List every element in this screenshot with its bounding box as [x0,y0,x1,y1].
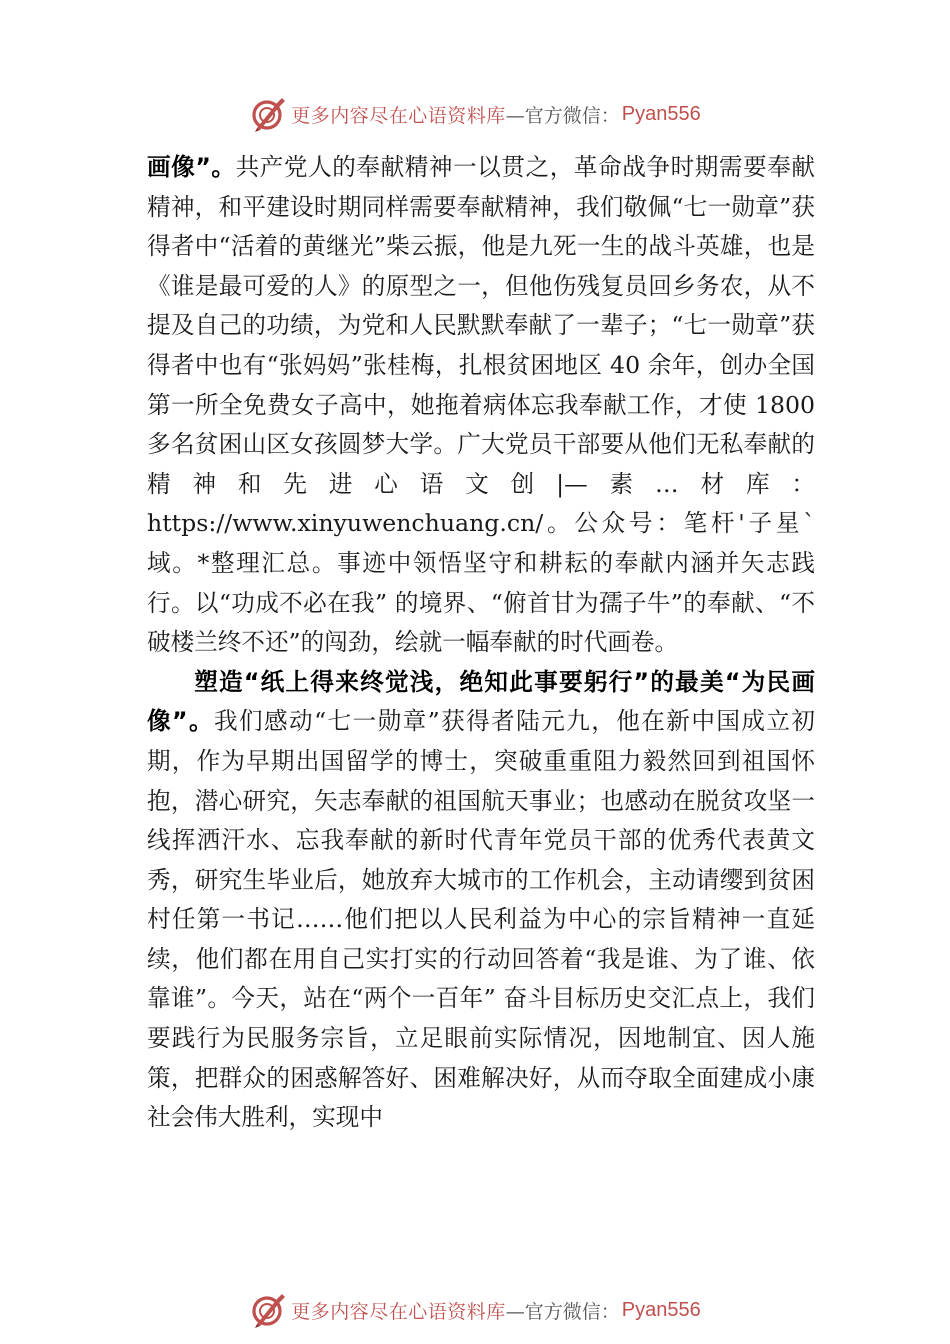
header-wechat-id: Pyan556 [621,102,701,125]
paragraph-1 [147,148,815,663]
footer-official-label: —官方微信： [505,1300,620,1323]
paragraph-2-text: 我们感动“七一勋章”获得者陆元九，他在新中国成立初期，作为早期出国留学的博士，突破重重阻力毅然回到祖国怀抱，潜心研究，矢志奉献的祖国航天事业；也感动在脱贫攻坚一线挥洒汗水、忘我奉献的新时代青年党员干部的优秀代表黄文秀，研究生毕业后，她放弃大城市的工作机会，主动请缨到贫困村任第一书记……他们把以人民利益为中心的宗旨精神一直延续，他们都在用自己实打实的行动回答着“我是谁、为了谁、依靠谁”。今天，站在“两个一百年” 奋斗目标历史交汇点上，我们要践行为民服务宗旨，立足眼前实际情况，因地制宜、因人施策，把群众的困惑解答好、困难解决好，从而夺取全面建成小康社会伟大胜利，实现中 [147,707,815,1132]
document-body [147,148,815,1138]
footer-brand-text: 更多内容尽在心语资料库 [291,1300,506,1323]
footer-wechat-id: Pyan556 [621,1298,701,1321]
paragraph-2-heading: 塑造“纸上得来终觉浅，绝知此事要躬行”的最美“为民画像”。 [147,667,815,736]
pen-logo-icon [249,94,289,134]
header-brand-text: 更多内容尽在心语资料库 [291,104,506,127]
pen-logo-icon [249,1290,289,1330]
paragraph-2 [147,663,815,1138]
paragraph-1-text: 共产党人的奉献精神一以贯之，革命战争时期需要奉献精神，和平建设时期同样需要奉献精神，我们敬佩“七一勋章”获得者中“活着的黄继光”柴云振，他是九死一生的战斗英雄，也是《谁是最可爱的人》的原型之一，但他伤残复员回乡务农，从不提及自己的功绩，为党和人民默默奉献了一辈子；“七一勋章”获得者中也有“张妈妈”张桂梅，扎根贫困地区 40 余年，创办全国第一所全免费女子高中，她拖着病体忘我奉献工作，才使 1800 多名贫困山区女孩圆梦大学。广大党员干部要从他们无私奉献的精神和先进心语文创|—素…材库：https://www.xinyuwenchuang.cn/。公众号：笔杆'子星`域。*整理汇总。事迹中领悟坚守和耕耘的奉献内涵并矢志践行。以“功成不必在我” 的境界、“俯首甘为孺子牛”的奉献、“不破楼兰终不还”的闯劲，绘就一幅奉献的时代画卷。 [147,153,815,657]
header-banner [0,92,950,136]
paragraph-1-heading: 画像”。 [147,153,236,181]
footer-banner [0,1288,950,1332]
header-official-label: —官方微信： [505,104,620,127]
